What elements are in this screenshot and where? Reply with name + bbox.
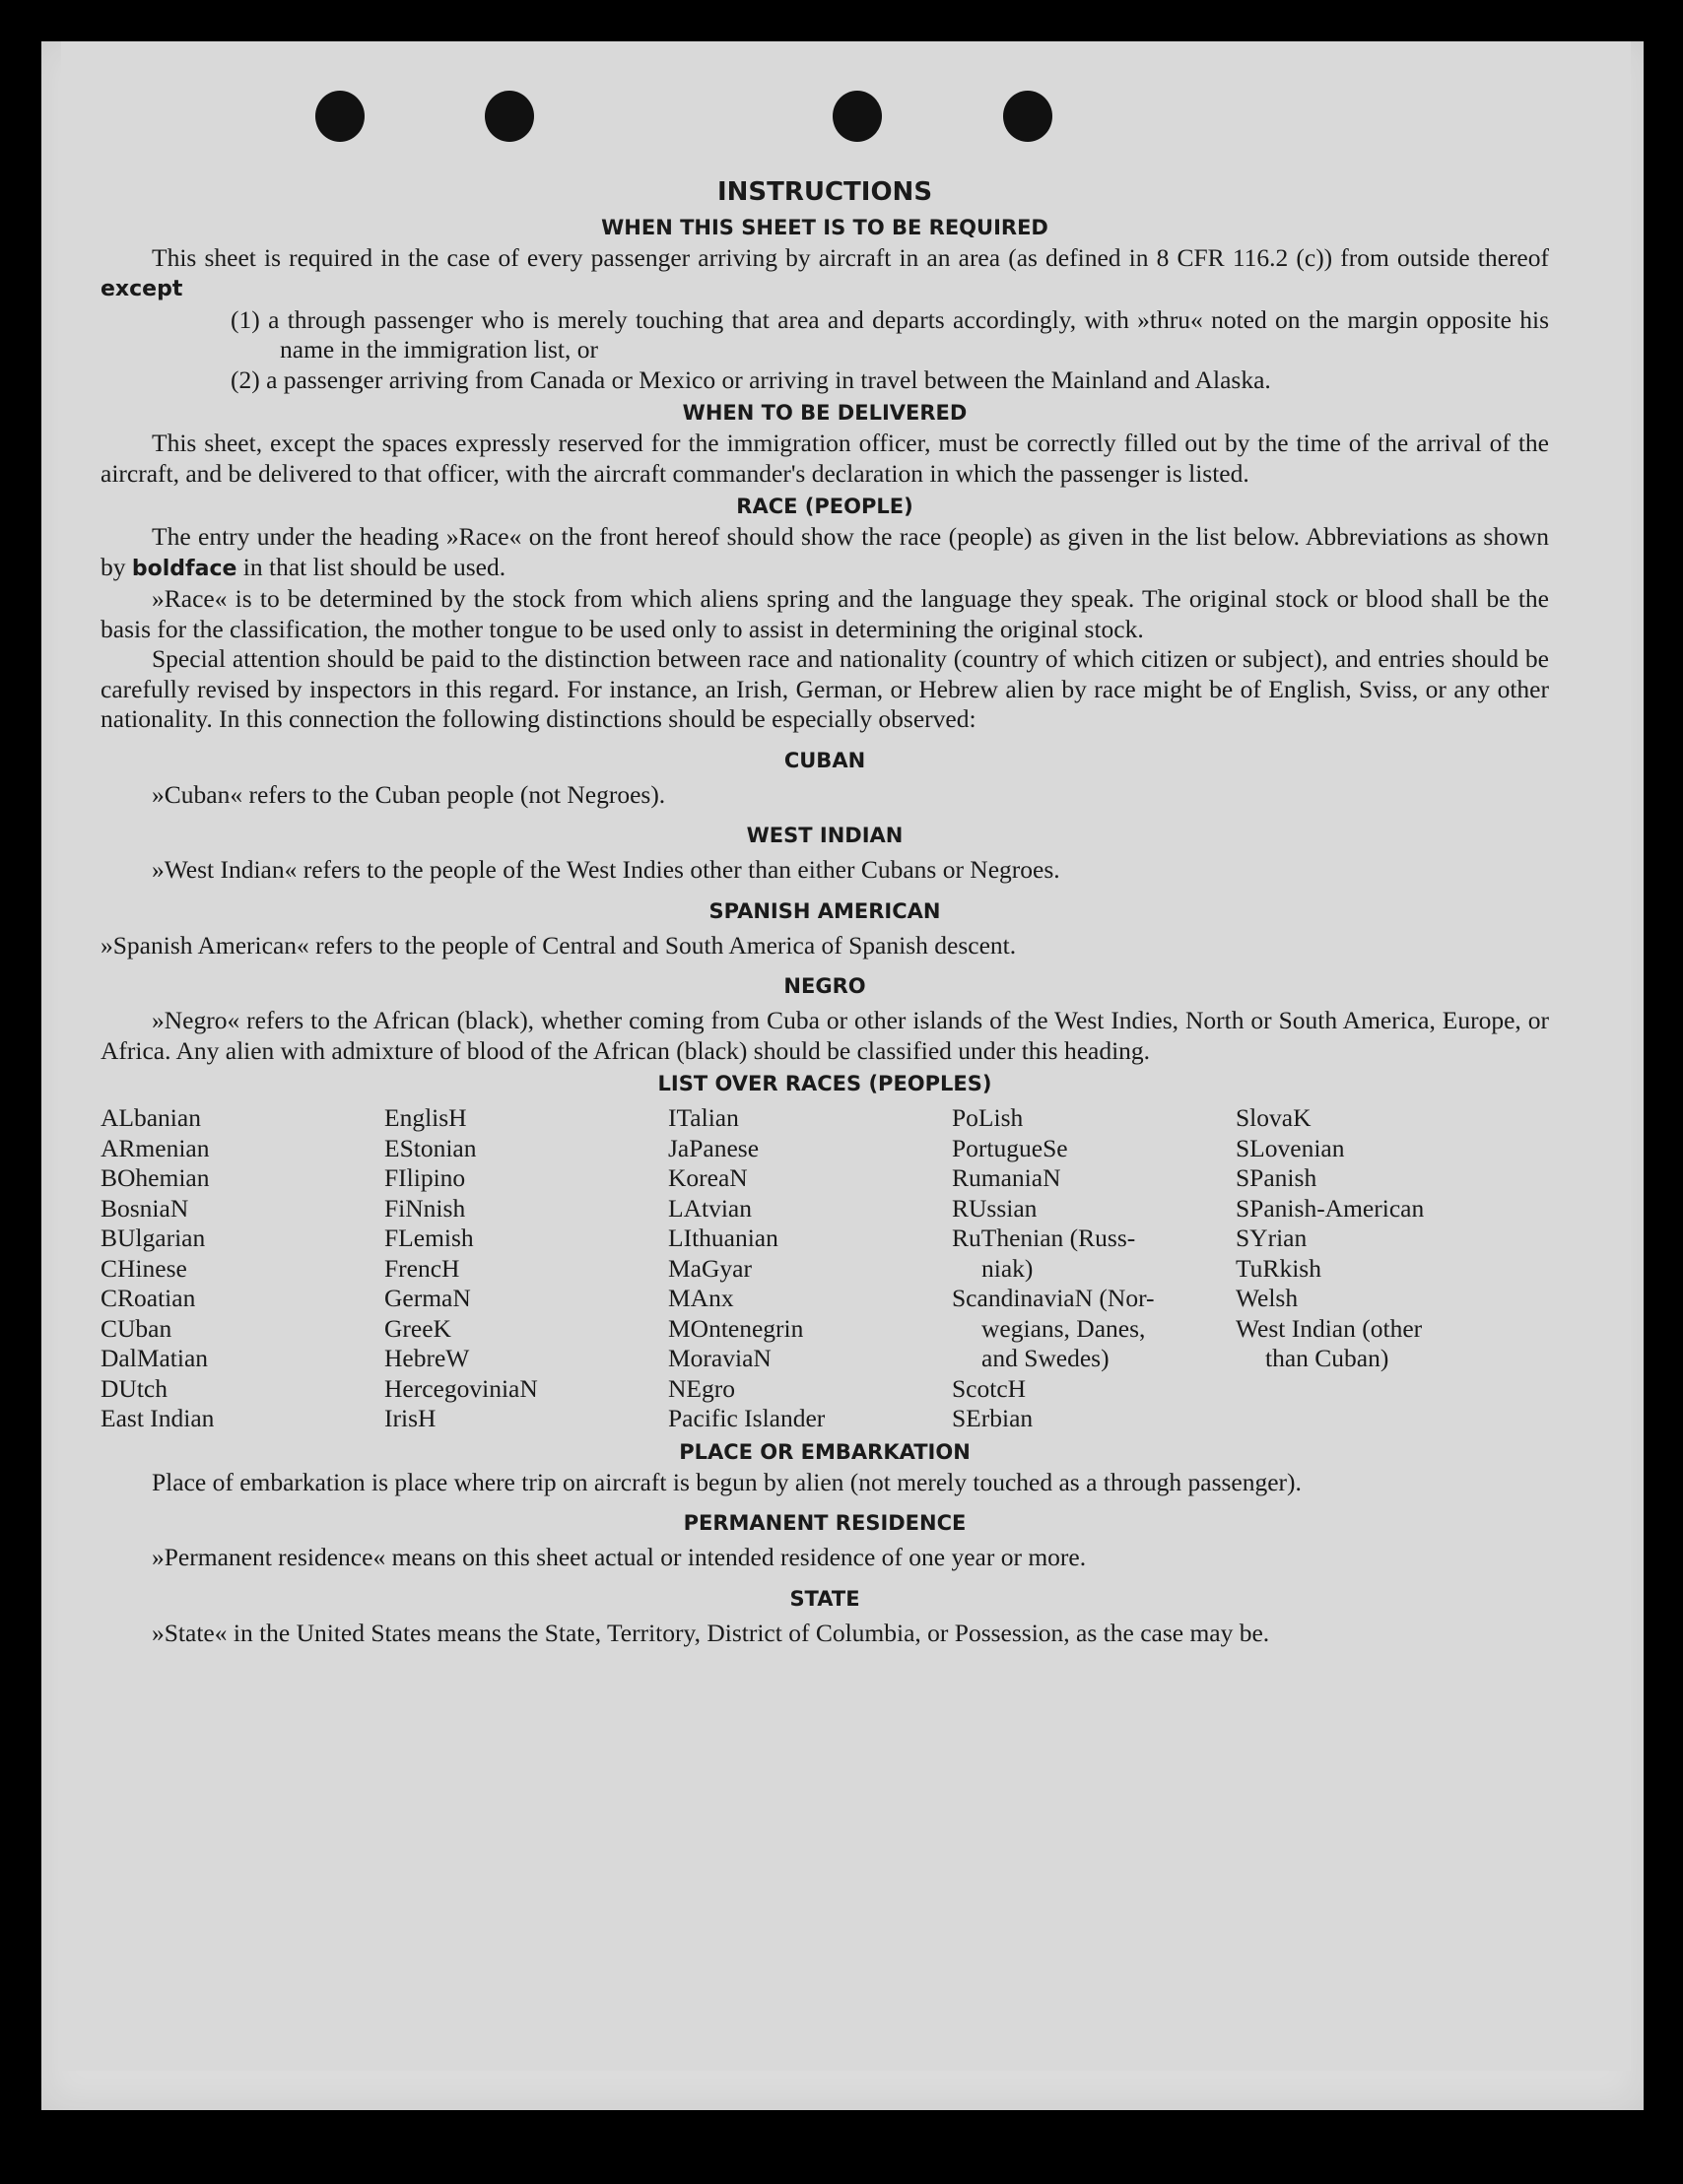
race-item: MAnx (668, 1284, 734, 1312)
race-item: ScotcH (952, 1373, 1027, 1403)
paper-sheet (61, 41, 1631, 2071)
race-item: PortugueSe (952, 1133, 1068, 1162)
race-item: CUban (101, 1313, 172, 1343)
races-column (384, 1103, 668, 1434)
race-item: EnglisH (384, 1103, 467, 1132)
race-item: JaPanese (668, 1133, 760, 1162)
race-item: KoreaN (668, 1163, 748, 1192)
race-item: CHinese (101, 1253, 187, 1283)
race-item: ALbanian (101, 1103, 201, 1132)
race-item: GreeK (384, 1313, 451, 1343)
race-item: FiNnish (384, 1193, 466, 1223)
paragraph: This sheet, except the spaces expressly reserved for the immigration officer, must be correctly filled out by the time of the arrival of the aircraft, and be delivered to that officer, with the aircraft commander's declaration in which the passenger is listed. (101, 429, 1549, 488)
races-column (668, 1103, 952, 1434)
punch-hole (485, 91, 534, 142)
heading-negro: NEGRO (783, 974, 866, 998)
race-item: BUlgarian (101, 1224, 206, 1252)
race-item: EStonian (384, 1133, 477, 1162)
race-item-continued: niak) (981, 1253, 1034, 1283)
race-item: Welsh (1236, 1284, 1299, 1312)
race-item: ITalian (668, 1103, 739, 1132)
race-item: HercegoviniaN (384, 1373, 538, 1403)
document-page (41, 41, 1644, 2110)
races-column (1236, 1103, 1531, 1434)
punch-hole (833, 91, 882, 142)
race-item: BosniaN (101, 1193, 189, 1223)
instructions-content (101, 177, 1549, 1648)
race-item: ARmenian (101, 1133, 210, 1162)
race-item: TuRkish (1236, 1253, 1321, 1283)
race-item: ScandinaviaN (Nor- (952, 1284, 1155, 1312)
race-item: SPanish (1236, 1163, 1317, 1192)
bold-text: boldface (131, 556, 237, 581)
race-item: CRoatian (101, 1284, 196, 1312)
race-item: BOhemian (101, 1163, 210, 1192)
paragraph: »Cuban« refers to the Cuban people (not Negroes). (152, 779, 666, 809)
race-item: MaGyar (668, 1253, 752, 1283)
race-item: FIlipino (384, 1163, 466, 1192)
races-column (101, 1103, 384, 1434)
race-item: SPanish-American (1236, 1193, 1425, 1223)
heading-when-delivered: WHEN TO BE DELIVERED (682, 401, 968, 425)
race-item: RuThenian (Russ- (952, 1224, 1136, 1252)
race-item: IrisH (384, 1404, 437, 1432)
paragraph: Special attention should be paid to the distinction between race and nationality (country of which citizen or subject), and entries should be carefully revised by inspectors in this regard. For instance, an Irish, German, or Hebrew alien by race might be of English, Sviss, or any other nationality. In this connection the following distinctions should be especially observed: (101, 644, 1549, 733)
paragraph (101, 243, 1549, 305)
race-item: Pacific Islander (668, 1404, 826, 1432)
race-item-continued: wegians, Danes, (981, 1313, 1146, 1343)
race-item: LAtvian (668, 1193, 752, 1223)
text: The entry under the heading »Race« on the front hereof should show the race (people) as given in the list below. Abbreviations as shown by (101, 522, 1549, 581)
heading-cuban: CUBAN (783, 748, 866, 772)
race-item: DUtch (101, 1373, 168, 1403)
text: in that list should be used. (242, 552, 506, 581)
heading-race: RACE (PEOPLE) (736, 495, 913, 518)
page-title: INSTRUCTIONS (716, 177, 933, 207)
text: This sheet is required in the case of every passenger arriving by aircraft in an area (as defined in 8 CFR 116.2 (c)) from outside thereof (152, 242, 1549, 272)
race-item: PoLish (952, 1103, 1024, 1132)
paragraph (101, 522, 1549, 584)
race-item: West Indian (other (1236, 1313, 1423, 1343)
race-item: HebreW (384, 1344, 470, 1372)
races-list (101, 1103, 1549, 1434)
race-item: SErbian (952, 1404, 1034, 1432)
races-column (952, 1103, 1236, 1434)
heading-place-embarkation: PLACE OR EMBARKATION (679, 1439, 971, 1464)
heading-west-indian: WEST INDIAN (746, 824, 904, 847)
race-item-continued: and Swedes) (981, 1344, 1110, 1372)
race-item: LIthuanian (668, 1224, 778, 1252)
race-item: GermaN (384, 1284, 471, 1312)
race-item: MOntenegrin (668, 1313, 804, 1343)
race-item: SYrian (1236, 1224, 1308, 1252)
race-item: RUssian (952, 1193, 1038, 1223)
heading-list-races: LIST OVER RACES (PEOPLES) (657, 1072, 992, 1095)
race-item: East Indian (101, 1404, 215, 1432)
paragraph: »West Indian« refers to the people of the West Indies other than either Cubans or Negroes. (152, 855, 1060, 884)
heading-permanent-residence: PERMANENT RESIDENCE (683, 1511, 967, 1535)
race-item-continued: than Cuban) (1265, 1344, 1389, 1372)
race-item: SlovaK (1236, 1103, 1312, 1132)
bold-text: except (101, 277, 183, 301)
race-item: NEgro (668, 1373, 735, 1403)
race-item: MoraviaN (668, 1344, 772, 1372)
paragraph: Place of embarkation is place where trip on aircraft is begun by alien (not merely touched as a through passenger). (152, 1467, 1302, 1496)
race-item: FrencH (384, 1253, 460, 1283)
paragraph: »Race« is to be determined by the stock from which aliens spring and the language they speak. The original stock or blood shall be the basis for the classification, the mother tongue to be used only to assist in determining the original stock. (101, 584, 1549, 643)
paragraph: »Spanish American« refers to the people of Central and South America of Spanish descent. (101, 930, 1017, 960)
list-item: (1) a through passenger who is merely touching that area and departs accordingly, with »thru« noted on the margin opposite his name in the immigration list, or (231, 304, 1549, 364)
paragraph: »State« in the United States means the State, Territory, District of Columbia, or Possession, as the case may be. (152, 1618, 1270, 1647)
heading-when-required: WHEN THIS SHEET IS TO BE REQUIRED (601, 215, 1048, 239)
heading-spanish-american: SPANISH AMERICAN (708, 898, 941, 923)
paragraph: »Permanent residence« means on this sheet actual or intended residence of one year or more. (152, 1543, 1087, 1571)
punch-hole (315, 91, 365, 142)
list-item: (2) a passenger arriving from Canada or Mexico or arriving in travel between the Mainland and Alaska. (231, 364, 1271, 394)
heading-state: STATE (789, 1586, 860, 1611)
race-item: DalMatian (101, 1344, 209, 1372)
race-item: SLovenian (1236, 1133, 1345, 1162)
race-item: RumaniaN (952, 1163, 1061, 1192)
punch-hole (1003, 91, 1052, 142)
paragraph: »Negro« refers to the African (black), whether coming from Cuba or other islands of the West Indies, North or South America, Europe, or Africa. Any alien with admixture of blood of the African (black) should be classified under this heading. (101, 1006, 1549, 1065)
race-item: FLemish (384, 1224, 474, 1252)
